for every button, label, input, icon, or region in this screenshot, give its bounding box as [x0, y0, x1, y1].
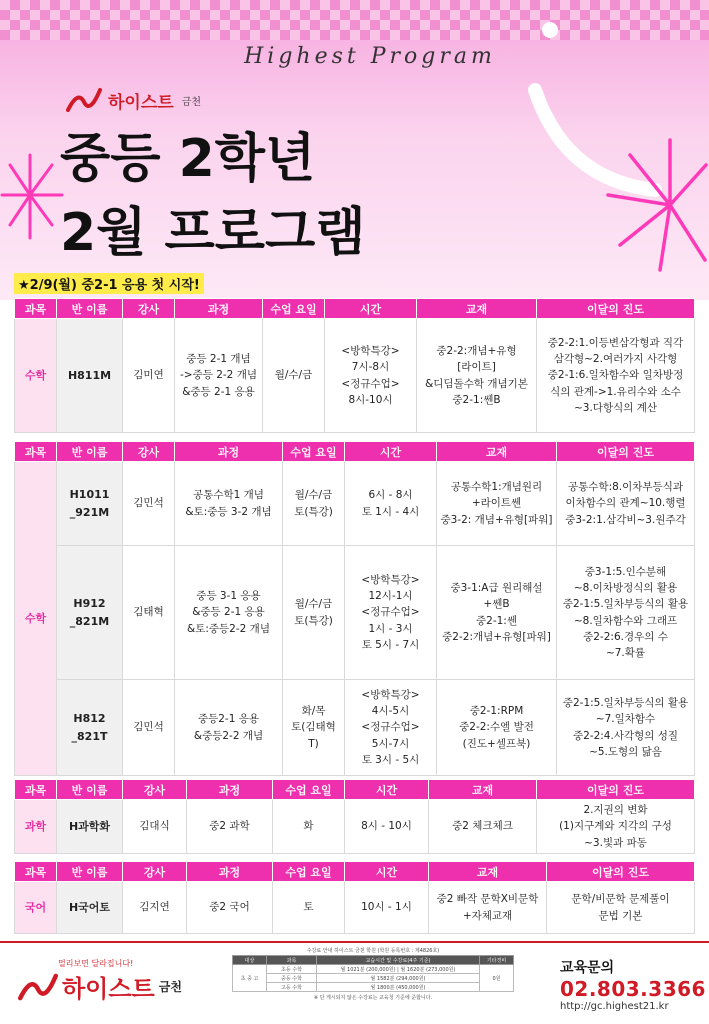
- table-header-row: [15, 299, 695, 319]
- col-time: 시간: [345, 442, 437, 462]
- course-cell: 중등2-1 응용 &중등2-2 개념: [175, 680, 283, 776]
- dot-decoration: [540, 20, 560, 40]
- contact-label: 교육문의: [560, 960, 615, 976]
- col-days: 수업 요일: [283, 442, 345, 462]
- fee-table: [232, 955, 514, 992]
- col-progress: 이달의 진도: [537, 299, 695, 319]
- progress-cell: 문학/비문학 문제풀이 문법 기본: [547, 882, 695, 934]
- col-book: 교재: [429, 780, 537, 800]
- book-cell: 공통수학1:개념원리 +라이트쎈 중3-2: 개념+유형[파워]: [437, 462, 557, 546]
- fee-caption: 수강료 안내 하이스트 금천 학원 (학원 등록번호 : 제4826호): [306, 948, 440, 954]
- col-progress: 이달의 진도: [547, 862, 695, 882]
- headline-grade: 중등 2학년: [60, 129, 316, 189]
- fee-subject: 중등 수학: [267, 974, 317, 983]
- course-cell: 중2 과학: [187, 800, 273, 854]
- course-cell: 중등 3-1 응용 &중등 2-1 응용 &토:중등2-2 개념: [175, 546, 283, 680]
- science-table: [14, 779, 695, 854]
- fee-amount: 월 1021분 (200,000원) | 월 1620분 (273,000원): [317, 965, 480, 974]
- teacher-cell: 김민석: [123, 680, 175, 776]
- book-cell: 중2 빠작 문학X비문학 +자체교재: [429, 882, 547, 934]
- book-cell: 중2-2:개념+유형 [라이트] &디딤돌수학 개념기본 중2-1:쎈B: [417, 319, 537, 433]
- table-row: [15, 882, 695, 934]
- days-cell: 월/수/금 토(특강): [283, 462, 345, 546]
- col-days: 수업 요일: [273, 780, 345, 800]
- footer-brand-branch: 금천: [158, 980, 182, 994]
- book-cell: 중2-1:RPM 중2-2:수엘 발전 (진도+셀프북): [437, 680, 557, 776]
- col-teacher: 강사: [123, 299, 175, 319]
- col-days: 수업 요일: [273, 862, 345, 882]
- col-book: 교재: [437, 442, 557, 462]
- time-cell: 10시 - 1시: [345, 882, 429, 934]
- col-book: 교재: [429, 862, 547, 882]
- table-header-row: [15, 780, 695, 800]
- class-cell: H812 _821T: [57, 680, 123, 776]
- book-cell: 중3-1:A급 원리해설 +쎈B 중2-1:쎈 중2-2:개념+유형[파워]: [437, 546, 557, 680]
- time-cell: <방학특강> 7시-8시 <정규수업> 8시-10시: [325, 319, 417, 433]
- brand-branch: 금천: [181, 96, 202, 108]
- brand-slogan: 멀리보면 달라집니다!: [58, 959, 134, 968]
- book-cell: 중2 체크체크: [429, 800, 537, 854]
- table-row: [15, 319, 695, 433]
- col-course: 과정: [187, 862, 273, 882]
- table-header-row: [15, 442, 695, 462]
- teacher-cell: 김지연: [123, 882, 187, 934]
- days-cell: 토: [273, 882, 345, 934]
- time-cell: 8시 - 10시: [345, 800, 429, 854]
- col-teacher: 강사: [123, 442, 175, 462]
- col-teacher: 강사: [123, 780, 187, 800]
- korean-table: [14, 861, 695, 934]
- table-row: [233, 965, 514, 974]
- col-course: 과정: [175, 299, 263, 319]
- class-cell: H811M: [57, 319, 123, 433]
- table-row: [233, 974, 514, 983]
- footer-divider: [0, 941, 709, 943]
- days-cell: 월/수/금: [263, 319, 325, 433]
- table-row: [233, 983, 514, 992]
- fee-note: ※ 단 게시되지 않은 수강료는 교육청 기준에 준합니다.: [313, 995, 433, 1001]
- fee-subject: 고등 수학: [267, 983, 317, 992]
- fee-amount: 월 1800분 (450,000원): [317, 983, 480, 992]
- teacher-cell: 김태혁: [123, 546, 175, 680]
- checker-pattern: [0, 0, 709, 40]
- time-cell: <방학특강> 12시-1시 <정규수업> 1시 - 3시 토 5시 - 7시: [345, 546, 437, 680]
- course-cell: 중2 국어: [187, 882, 273, 934]
- teacher-cell: 김대식: [123, 800, 187, 854]
- subject-cell: 과학: [15, 800, 57, 854]
- col-course: 과정: [187, 780, 273, 800]
- col-teacher: 강사: [123, 862, 187, 882]
- col-book: 교재: [417, 299, 537, 319]
- class-cell: H과학화: [57, 800, 123, 854]
- fee-target: 초 중 고: [233, 965, 267, 992]
- col-class: 반 이름: [57, 862, 123, 882]
- sparkle-right-icon: [600, 135, 708, 275]
- fee-col-target: 대상: [233, 956, 267, 965]
- brand-name: 하이스트: [108, 92, 174, 113]
- fee-table-box: [232, 946, 514, 1001]
- col-class: 반 이름: [57, 299, 123, 319]
- class-cell: H국어토: [57, 882, 123, 934]
- fee-col-extra: 기타경비: [480, 956, 514, 965]
- math-table-2: [14, 441, 695, 776]
- col-days: 수업 요일: [263, 299, 325, 319]
- contact-phone[interactable]: 02.803.3366: [560, 977, 706, 1001]
- table-row: [15, 800, 695, 854]
- time-cell: 6시 - 8시 토 1시 - 4시: [345, 462, 437, 546]
- progress-cell: 중2-2:1.이등변삼각형과 직각 삼각형~2.여러가지 사각형 중2-1:6.일차함수와 일차방정 식의 관계->1.유리수와 소수 ~3.다항식의 계산: [537, 319, 695, 433]
- course-cell: 공통수학1 개념 &토:중등 3-2 개념: [175, 462, 283, 546]
- progress-cell: 중3-1:5.인수분해 ~8.이차방정식의 활용 중2-1:5.일차부등식의 활용 ~8.일차함수와 그래프 중2-2:6.경우의 수 ~7.확률: [557, 546, 695, 680]
- col-subject: 과목: [15, 299, 57, 319]
- footer-brand-name: 하이스트: [62, 975, 155, 1003]
- fee-extra: 0원: [480, 965, 514, 992]
- days-cell: 월/수/금 토(특강): [283, 546, 345, 680]
- class-cell: H912 _821M: [57, 546, 123, 680]
- subject-cell: 국어: [15, 882, 57, 934]
- progress-cell: 공통수학:8.이차부등식과 이차함수의 관계~10.행렬 중3-2:1.삼각비~3.원주각: [557, 462, 695, 546]
- col-class: 반 이름: [57, 442, 123, 462]
- start-notice-text: 2/9(월) 중2-1 응용 첫 시작!: [29, 278, 200, 293]
- fee-amount: 월 1582분 (294,000원): [317, 974, 480, 983]
- col-course: 과정: [175, 442, 283, 462]
- table-header-row: [15, 862, 695, 882]
- fee-col-subject: 과목: [267, 956, 317, 965]
- star-icon: ★: [18, 278, 30, 293]
- brand-mark-icon: [18, 971, 58, 1003]
- days-cell: 화/목 토(김태혁T): [283, 680, 345, 776]
- col-time: 시간: [325, 299, 417, 319]
- col-class: 반 이름: [57, 780, 123, 800]
- col-time: 시간: [345, 780, 429, 800]
- math-table-1: [14, 298, 695, 433]
- course-cell: 중등 2-1 개념 ->중등 2-2 개념 &중등 2-1 응용: [175, 319, 263, 433]
- teacher-cell: 김민석: [123, 462, 175, 546]
- col-progress: 이달의 진도: [537, 780, 695, 800]
- table-row: [15, 680, 695, 776]
- contact-url[interactable]: http://gc.highest21.kr: [560, 1001, 669, 1012]
- subject-cell: 수학: [15, 319, 57, 433]
- fee-subject: 초등 수학: [267, 965, 317, 974]
- fee-col-fee: 교습시간 및 수강료(4주 기준): [317, 956, 480, 965]
- footer-brand-logo: [18, 958, 208, 1004]
- days-cell: 화: [273, 800, 345, 854]
- headline-program: 2월 프로그램: [60, 203, 366, 263]
- table-row: [15, 546, 695, 680]
- time-cell: <방학특강> 4시-5시 <정규수업> 5시-7시 토 3시 - 5시: [345, 680, 437, 776]
- col-time: 시간: [345, 862, 429, 882]
- table-row: [15, 462, 695, 546]
- teacher-cell: 김미연: [123, 319, 175, 433]
- brand-mark-icon: [66, 86, 102, 114]
- col-subject: 과목: [15, 780, 57, 800]
- brand-logo: [66, 86, 201, 114]
- start-notice: [14, 273, 204, 294]
- progress-cell: 중2-1:5.일차부등식의 활용 ~7.일차함수 중2-2:4.사각형의 성질 ~5.도형의 닮음: [557, 680, 695, 776]
- class-cell: H1011 _921M: [57, 462, 123, 546]
- col-subject: 과목: [15, 442, 57, 462]
- col-subject: 과목: [15, 862, 57, 882]
- progress-cell: 2.지권의 변화 (1)지구계와 지각의 구성 ~3.빛과 파동: [537, 800, 695, 854]
- script-title: Highest Program: [244, 44, 496, 69]
- contact-block: [560, 957, 706, 1012]
- subject-cell: 수학: [15, 462, 57, 776]
- col-progress: 이달의 진도: [557, 442, 695, 462]
